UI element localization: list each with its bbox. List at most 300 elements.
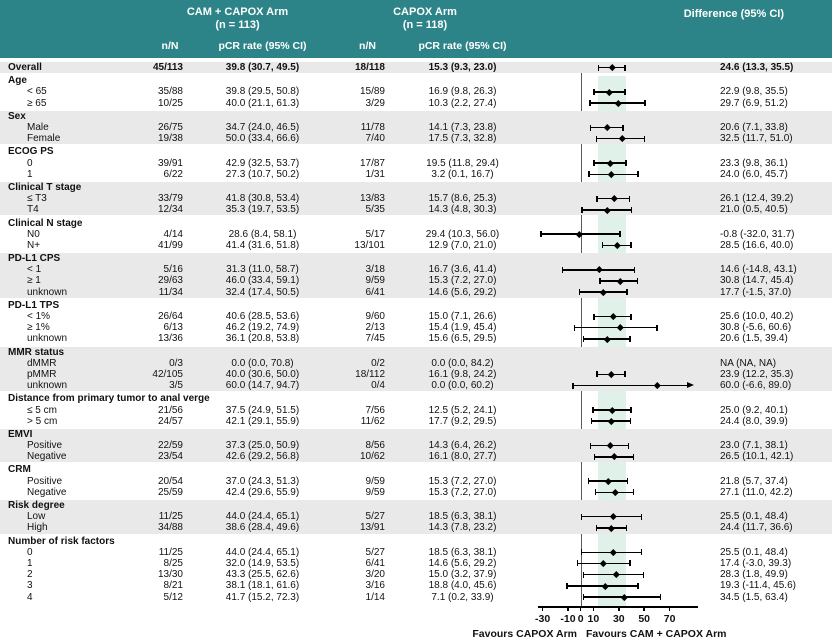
section-header-row bbox=[0, 146, 832, 157]
difference-value: 24.6 (13.3, 35.5) bbox=[720, 62, 794, 74]
ci-cap-right bbox=[630, 314, 632, 320]
difference-value: 30.8 (14.7, 45.4) bbox=[720, 275, 794, 287]
arm1-name: CAM + CAPOX Arm bbox=[186, 6, 289, 18]
ci-plot-cell bbox=[520, 158, 712, 169]
arm2-pcr-value: 12.9 (7.0, 21.0) bbox=[428, 239, 497, 251]
difference-value: 26.1 (12.4, 39.2) bbox=[720, 193, 794, 205]
forest-row bbox=[0, 158, 832, 169]
ci-cap-left bbox=[602, 242, 604, 248]
section-header-label: Clinical T stage bbox=[8, 181, 82, 193]
ci-plot-cell bbox=[520, 275, 712, 286]
difference-value: 19.3 (-11.4, 45.6) bbox=[720, 580, 796, 592]
arm2-nN-value: 9/59 bbox=[365, 275, 385, 287]
ci-plot-cell bbox=[520, 511, 712, 522]
arm2-nN-value: 7/45 bbox=[365, 333, 385, 345]
arm1-pcr-value: 39.8 (30.7, 49.5) bbox=[225, 62, 300, 74]
point-estimate bbox=[596, 267, 602, 273]
axis-tick-label: 30 bbox=[612, 613, 625, 625]
row-label: unknown bbox=[27, 286, 68, 298]
row-label: 4 bbox=[27, 591, 33, 603]
forest-row bbox=[0, 416, 832, 427]
point-estimate bbox=[600, 289, 606, 295]
forest-row bbox=[0, 264, 832, 275]
ci-plot-cell bbox=[520, 380, 712, 391]
ci-cap-left bbox=[579, 289, 581, 295]
difference-value: 32.5 (11.7, 51.0) bbox=[720, 133, 793, 145]
axis-tick-label: 50 bbox=[638, 613, 651, 625]
arm1-nN-value: 35/88 bbox=[157, 86, 183, 98]
arm2-pcr-value: 15.3 (7.2, 27.0) bbox=[428, 475, 497, 487]
arm2-nN-value: 3/18 bbox=[365, 264, 385, 276]
ci-plot-cell bbox=[520, 416, 712, 427]
arm1-nN-value: 8/21 bbox=[163, 580, 183, 592]
arm2-nN-value: 6/41 bbox=[365, 557, 385, 569]
ci-cap-left bbox=[595, 489, 597, 495]
ci-plot-cell bbox=[520, 404, 712, 415]
ci-cap-right bbox=[660, 594, 662, 600]
arm2-pcr-value: 14.3 (4.8, 30.3) bbox=[428, 204, 497, 216]
arm2-pcr-value: 14.6 (5.6, 29.2) bbox=[428, 286, 497, 298]
point-estimate bbox=[602, 583, 608, 589]
forest-row bbox=[0, 369, 832, 380]
ci-plot-cell bbox=[520, 287, 712, 298]
ci-cap-left bbox=[589, 100, 591, 106]
arm1-nN-value: 39/91 bbox=[157, 157, 183, 169]
arm1-nN-value: 24/57 bbox=[157, 415, 183, 427]
favours-left-label: Favours CAPOX Arm bbox=[472, 628, 577, 640]
ci-cap-right bbox=[624, 371, 626, 377]
row-label: < 1 bbox=[27, 264, 42, 276]
forest-row bbox=[0, 451, 832, 462]
arm2-nN-value: 1/31 bbox=[365, 168, 385, 180]
ci-cap-left bbox=[599, 278, 601, 284]
arm1-header bbox=[145, 0, 330, 36]
ci-cap-right bbox=[630, 407, 632, 413]
arm1-nN-value: 13/36 bbox=[157, 333, 183, 345]
arm2-pcr-value: 15.3 (9.3, 23.0) bbox=[428, 62, 497, 74]
forest-row bbox=[0, 62, 832, 73]
ci-cap-left bbox=[566, 583, 568, 589]
arm1-nN-value: 6/13 bbox=[163, 322, 183, 334]
difference-value: 25.5 (0.1, 48.4) bbox=[720, 546, 788, 558]
forest-row bbox=[0, 333, 832, 344]
arm2-nN-value: 0/2 bbox=[371, 357, 385, 369]
section-header-label: Distance from primary tumor to anal verge bbox=[8, 393, 210, 405]
point-estimate bbox=[600, 560, 606, 566]
difference-value: 23.3 (9.8, 36.1) bbox=[720, 157, 788, 169]
forest-row bbox=[0, 580, 832, 591]
arm2-pcr-value: 17.7 (9.2, 29.5) bbox=[428, 415, 497, 427]
arm1-nN-value: 8/25 bbox=[163, 557, 183, 569]
arm2-nN-value: 15/89 bbox=[359, 86, 385, 98]
ci-cap-right bbox=[619, 231, 621, 237]
ci-plot-cell bbox=[520, 62, 712, 73]
ci-plot-cell bbox=[520, 133, 712, 144]
arm1-pcr-value: 31.3 (11.0, 58.7) bbox=[226, 264, 299, 276]
point-estimate bbox=[607, 442, 613, 448]
arm2-header bbox=[330, 0, 520, 36]
arm2-nN-value: 3/29 bbox=[365, 97, 385, 109]
ci-plot-cell bbox=[520, 229, 712, 240]
section-header-row bbox=[0, 217, 832, 228]
arm1-pcr-value: 38.6 (28.4, 49.6) bbox=[225, 522, 300, 534]
arm2-pcr-header: pCR rate (95% CI) bbox=[418, 40, 507, 52]
arm2-nN-value: 10/62 bbox=[359, 451, 385, 463]
section-header-row bbox=[0, 182, 832, 193]
point-estimate bbox=[617, 278, 623, 284]
row-label: N0 bbox=[27, 228, 40, 240]
section-header-row bbox=[0, 75, 832, 86]
difference-value: 60.0 (-6.6, 89.0) bbox=[720, 380, 792, 392]
ci-cap-left bbox=[581, 207, 583, 213]
arm2-pcr-value: 0.0 (0.0, 60.2) bbox=[431, 380, 494, 392]
arm1-pcr-value: 43.3 (25.5, 62.6) bbox=[225, 569, 300, 581]
arm2-nN-value: 1/14 bbox=[365, 591, 385, 603]
ci-cap-right bbox=[629, 560, 631, 566]
axis-tick bbox=[580, 606, 582, 611]
ci-plot-cell bbox=[520, 264, 712, 275]
arm1-nN-value: 5/16 bbox=[163, 264, 183, 276]
difference-value: 21.8 (5.7, 37.4) bbox=[720, 475, 788, 487]
ci-cap-right bbox=[644, 100, 646, 106]
row-label: Negative bbox=[27, 451, 67, 463]
ci-plot-cell bbox=[520, 591, 712, 602]
section-header-label: Risk degree bbox=[8, 500, 65, 512]
arm1-nN-value: 22/59 bbox=[157, 440, 183, 452]
ci-plot-cell bbox=[520, 193, 712, 204]
row-label: ≥ 1 bbox=[27, 275, 41, 287]
forest-row bbox=[0, 404, 832, 415]
section-header-label: PD-L1 TPS bbox=[8, 299, 60, 311]
arm2-pcr-value: 19.5 (11.8, 29.4) bbox=[426, 157, 499, 169]
ci-cap-right bbox=[624, 89, 626, 95]
ci-cap-left bbox=[596, 525, 598, 531]
arm1-pcr-value: 44.0 (24.4, 65.1) bbox=[225, 546, 300, 558]
difference-value: 17.7 (-1.5, 37.0) bbox=[720, 286, 792, 298]
ci-cap-right bbox=[622, 125, 624, 131]
arm2-pcr-value: 18.8 (4.0, 45.6) bbox=[428, 580, 497, 592]
difference-value: 34.5 (1.5, 63.4) bbox=[720, 591, 788, 603]
axis-tick-label: -30 bbox=[535, 613, 551, 625]
section-header-row bbox=[0, 536, 832, 547]
arm1-nN-header: n/N bbox=[161, 40, 179, 52]
arm2-pcr-value: 18.5 (6.3, 38.1) bbox=[428, 546, 497, 558]
ci-plot-cell bbox=[520, 569, 712, 580]
point-estimate bbox=[607, 160, 613, 166]
arm2-pcr-value: 10.3 (2.2, 27.4) bbox=[428, 97, 497, 109]
ci-cap-right bbox=[631, 207, 633, 213]
ci-cap-right bbox=[643, 572, 645, 578]
difference-value: -0.8 (-32.0, 31.7) bbox=[720, 228, 795, 240]
ci-cap-right bbox=[630, 242, 632, 248]
point-estimate bbox=[613, 571, 619, 577]
arm2-nN-value: 18/112 bbox=[355, 368, 385, 380]
arm2-pcr-value: 15.0 (3.2, 37.9) bbox=[428, 569, 497, 581]
arm2-nN-value: 5/27 bbox=[365, 546, 385, 558]
point-estimate bbox=[604, 336, 610, 342]
ci-plot-cell bbox=[520, 169, 712, 180]
subgroup-section bbox=[0, 146, 832, 180]
point-estimate bbox=[612, 489, 618, 495]
ci-cap-left bbox=[596, 196, 598, 202]
subgroup-section bbox=[0, 75, 832, 109]
arm1-pcr-value: 40.0 (30.6, 50.0) bbox=[225, 368, 300, 380]
point-estimate bbox=[609, 64, 615, 70]
ci-plot-cell bbox=[520, 558, 712, 569]
axis-tick-label: 70 bbox=[663, 613, 676, 625]
row-label: ≥ 65 bbox=[27, 97, 47, 109]
point-estimate bbox=[608, 371, 614, 377]
row-label: Overall bbox=[8, 62, 42, 74]
ci-cap-right bbox=[637, 583, 639, 589]
axis-tick bbox=[542, 606, 544, 611]
forest-row bbox=[0, 322, 832, 333]
arm1-pcr-value: 46.2 (19.2, 74.9) bbox=[225, 322, 300, 334]
section-header-label: Clinical N stage bbox=[8, 217, 83, 229]
ci-line bbox=[572, 385, 688, 387]
point-estimate bbox=[604, 124, 610, 130]
ci-cap-left bbox=[590, 125, 592, 131]
ci-cap-left bbox=[593, 314, 595, 320]
difference-value: 23.9 (12.2, 35.3) bbox=[720, 368, 794, 380]
axis-tick bbox=[618, 606, 620, 611]
arm1-nN-value: 6/22 bbox=[163, 168, 183, 180]
row-label: 1 bbox=[27, 557, 33, 569]
ci-plot-cell bbox=[520, 487, 712, 498]
difference-value: 29.7 (6.9, 51.2) bbox=[720, 97, 788, 109]
forest-row bbox=[0, 193, 832, 204]
difference-value: 25.6 (10.0, 40.2) bbox=[720, 311, 794, 323]
difference-value: 24.4 (8.0, 39.9) bbox=[720, 415, 788, 427]
row-label: Negative bbox=[27, 486, 67, 498]
arm2-pcr-value: 15.3 (7.2, 27.0) bbox=[428, 486, 497, 498]
forest-row bbox=[0, 380, 832, 391]
ci-plot-cell bbox=[520, 322, 712, 333]
arm2-name: CAPOX Arm bbox=[393, 6, 457, 18]
point-estimate bbox=[608, 418, 614, 424]
arm1-nN-value: 5/12 bbox=[163, 591, 183, 603]
forest-row bbox=[0, 511, 832, 522]
point-estimate bbox=[654, 382, 660, 388]
ci-cap-left bbox=[591, 418, 593, 424]
arm1-nN-value: 10/25 bbox=[157, 97, 183, 109]
row-label: T4 bbox=[27, 204, 39, 216]
arm1-pcr-value: 50.0 (33.4, 66.6) bbox=[225, 133, 300, 145]
forest-row bbox=[0, 204, 832, 215]
arm1-pcr-value: 35.3 (19.7, 53.5) bbox=[225, 204, 300, 216]
arm2-pcr-value: 12.5 (5.2, 24.1) bbox=[428, 404, 497, 416]
subgroup-section bbox=[0, 429, 832, 463]
ci-cap-left bbox=[588, 478, 590, 484]
arm1-pcr-value: 32.4 (17.4, 50.5) bbox=[225, 286, 300, 298]
arm2-pcr-value: 14.6 (5.6, 29.2) bbox=[428, 557, 497, 569]
point-estimate bbox=[576, 231, 582, 237]
difference-value: 17.4 (-3.0, 39.3) bbox=[720, 557, 792, 569]
arm2-nN-value: 13/101 bbox=[354, 239, 385, 251]
arm2-nN-value: 17/87 bbox=[359, 157, 385, 169]
arm2-nN-value: 3/20 bbox=[365, 569, 385, 581]
ci-cap-left bbox=[562, 267, 564, 273]
point-estimate bbox=[609, 407, 615, 413]
arm1-pcr-value: 37.3 (25.0, 50.9) bbox=[225, 440, 300, 452]
plot-col-spacer bbox=[520, 36, 832, 56]
point-estimate bbox=[611, 195, 617, 201]
axis-tick-label: -10 bbox=[560, 613, 576, 625]
row-label: pMMR bbox=[27, 368, 57, 380]
arm2-pcr-value: 7.1 (0.2, 33.9) bbox=[431, 591, 494, 603]
sub-header-row bbox=[0, 36, 832, 56]
row-label: ≤ T3 bbox=[27, 193, 47, 205]
ci-cap-right bbox=[626, 525, 628, 531]
forest-row bbox=[0, 311, 832, 322]
section-header-label: Number of risk factors bbox=[8, 535, 115, 547]
row-label: ≤ 5 cm bbox=[27, 404, 57, 416]
ci-cap-right bbox=[630, 418, 632, 424]
arm1-nN-value: 0/3 bbox=[169, 357, 183, 369]
arm1-pcr-value: 41.4 (31.6, 51.8) bbox=[225, 239, 300, 251]
section-header-label: ECOG PS bbox=[8, 146, 54, 158]
difference-value: 20.6 (1.5, 39.4) bbox=[720, 333, 788, 345]
arm1-pcr-value: 40.6 (28.5, 53.6) bbox=[225, 311, 300, 323]
ci-cap-right bbox=[633, 454, 635, 460]
arm2-nN-value: 3/16 bbox=[365, 580, 385, 592]
ci-cap-left bbox=[598, 65, 600, 71]
ci-cap-right bbox=[644, 136, 646, 142]
ci-cap-right bbox=[656, 325, 658, 331]
arm1-nN-value: 23/54 bbox=[157, 451, 183, 463]
ci-cap-left bbox=[593, 160, 595, 166]
ci-plot-cell bbox=[520, 440, 712, 451]
arm2-nN-value: 9/59 bbox=[365, 486, 385, 498]
ci-cap-right bbox=[634, 267, 636, 273]
arm2-nN-value: 7/40 bbox=[365, 133, 385, 145]
ci-plot-cell bbox=[520, 580, 712, 591]
ci-cap-left bbox=[581, 549, 583, 555]
ci-cap-left bbox=[593, 89, 595, 95]
subgroup-col-spacer bbox=[0, 36, 145, 56]
ci-plot-cell bbox=[520, 369, 712, 380]
subgroup-section bbox=[0, 111, 832, 145]
forest-row bbox=[0, 558, 832, 569]
ci-plot-cell bbox=[520, 547, 712, 558]
arm1-pcr-value: 28.6 (8.4, 58.1) bbox=[228, 228, 297, 240]
arm1-pcr-value: 37.0 (24.3, 51.3) bbox=[225, 475, 300, 487]
ci-cap-right bbox=[637, 278, 639, 284]
row-label: ≥ 1% bbox=[27, 322, 50, 334]
difference-value: 24.4 (11.7, 36.6) bbox=[720, 522, 793, 534]
arm2-nN-value: 5/17 bbox=[365, 228, 385, 240]
row-label: > 5 cm bbox=[27, 415, 58, 427]
ci-plot-cell bbox=[520, 476, 712, 487]
row-label: < 65 bbox=[27, 86, 47, 98]
section-header-row bbox=[0, 347, 832, 358]
axis-tick bbox=[593, 606, 595, 611]
ci-cap-left bbox=[596, 371, 598, 377]
forest-row bbox=[0, 569, 832, 580]
arm2-nN-value: 5/27 bbox=[365, 511, 385, 523]
arm2-pcr-value: 18.5 (6.3, 38.1) bbox=[428, 511, 497, 523]
subgroup-section bbox=[0, 464, 832, 498]
section-header-row bbox=[0, 111, 832, 122]
ci-plot-cell bbox=[520, 333, 712, 344]
axis-tick-label: 0 bbox=[577, 613, 584, 625]
ci-cap-right bbox=[629, 196, 631, 202]
point-estimate bbox=[621, 594, 627, 600]
arm1-pcr-value: 36.1 (20.8, 53.8) bbox=[225, 333, 300, 345]
point-estimate bbox=[617, 324, 623, 330]
arm1-nN-value: 3/5 bbox=[169, 380, 183, 392]
arm2-pcr-value: 17.5 (7.3, 32.8) bbox=[428, 133, 497, 145]
arm1-pcr-value: 42.1 (29.1, 55.9) bbox=[225, 415, 300, 427]
ci-cap-right bbox=[633, 489, 635, 495]
forest-row bbox=[0, 86, 832, 97]
arm1-nN-value: 12/34 bbox=[157, 204, 183, 216]
forest-row bbox=[0, 229, 832, 240]
arm2-pcr-value: 16.1 (9.8, 24.2) bbox=[428, 368, 497, 380]
arm2-nN-value: 7/56 bbox=[365, 404, 385, 416]
row-label: 0 bbox=[27, 157, 33, 169]
ci-cap-left bbox=[590, 443, 592, 449]
row-label: 0 bbox=[27, 546, 33, 558]
difference-value: 24.0 (6.0, 45.7) bbox=[720, 168, 788, 180]
arm2-pcr-value: 15.3 (7.2, 27.0) bbox=[428, 275, 497, 287]
arm1-nN-value: 25/59 bbox=[157, 486, 183, 498]
arm1-nN-value: 26/75 bbox=[157, 122, 183, 134]
ci-cap-left bbox=[592, 407, 594, 413]
arm1-pcr-value: 41.8 (30.8, 53.4) bbox=[225, 193, 300, 205]
arm1-pcr-value: 42.6 (29.2, 56.8) bbox=[225, 451, 300, 463]
row-label: 3 bbox=[27, 580, 33, 592]
arm1-pcr-header: pCR rate (95% CI) bbox=[218, 40, 307, 52]
difference-value: 27.1 (11.0, 42.2) bbox=[720, 486, 793, 498]
arm1-nN-value: 4/14 bbox=[163, 228, 183, 240]
arm1-pcr-value: 60.0 (14.7, 94.7) bbox=[225, 380, 300, 392]
table-header bbox=[0, 0, 832, 58]
forest-row bbox=[0, 240, 832, 251]
arm2-n: (n = 118) bbox=[402, 19, 448, 31]
ci-cap-right bbox=[641, 549, 643, 555]
arm2-pcr-value: 0.0 (0.0, 84.2) bbox=[431, 357, 494, 369]
arm2-pcr-value: 14.1 (7.3, 23.8) bbox=[428, 122, 497, 134]
arm1-pcr-value: 0.0 (0.0, 70.8) bbox=[231, 357, 294, 369]
row-label: Positive bbox=[27, 475, 63, 487]
forest-row bbox=[0, 522, 832, 533]
point-estimate bbox=[608, 525, 614, 531]
difference-value: NA (NA, NA) bbox=[720, 357, 777, 369]
arm2-nN-value: 9/60 bbox=[365, 311, 385, 323]
subgroup-section bbox=[0, 536, 832, 603]
section-header-label: MMR status bbox=[8, 346, 65, 358]
point-estimate bbox=[608, 171, 614, 177]
row-label: < 1% bbox=[27, 311, 51, 323]
subgroup-section bbox=[0, 182, 832, 216]
difference-value: 28.3 (1.8, 49.9) bbox=[720, 569, 788, 581]
point-estimate bbox=[610, 549, 616, 555]
difference-value: 23.0 (7.1, 38.1) bbox=[720, 440, 788, 452]
ci-plot-cell bbox=[520, 451, 712, 462]
arm1-pcr-value: 46.0 (33.4, 59.1) bbox=[225, 275, 300, 287]
ci-cap-right bbox=[641, 514, 643, 520]
section-header-label: PD-L1 CPS bbox=[8, 253, 61, 265]
row-label: High bbox=[27, 522, 48, 534]
ci-cap-left bbox=[588, 171, 590, 177]
favours-right-label: Favours CAM + CAPOX Arm bbox=[586, 628, 727, 640]
section-header-row bbox=[0, 464, 832, 475]
ci-cap-left bbox=[583, 336, 585, 342]
arm1-pcr-value: 38.1 (18.1, 61.6) bbox=[225, 580, 300, 592]
ci-cap-right bbox=[625, 160, 627, 166]
arm2-pcr-value: 16.9 (9.8, 26.3) bbox=[428, 86, 497, 98]
